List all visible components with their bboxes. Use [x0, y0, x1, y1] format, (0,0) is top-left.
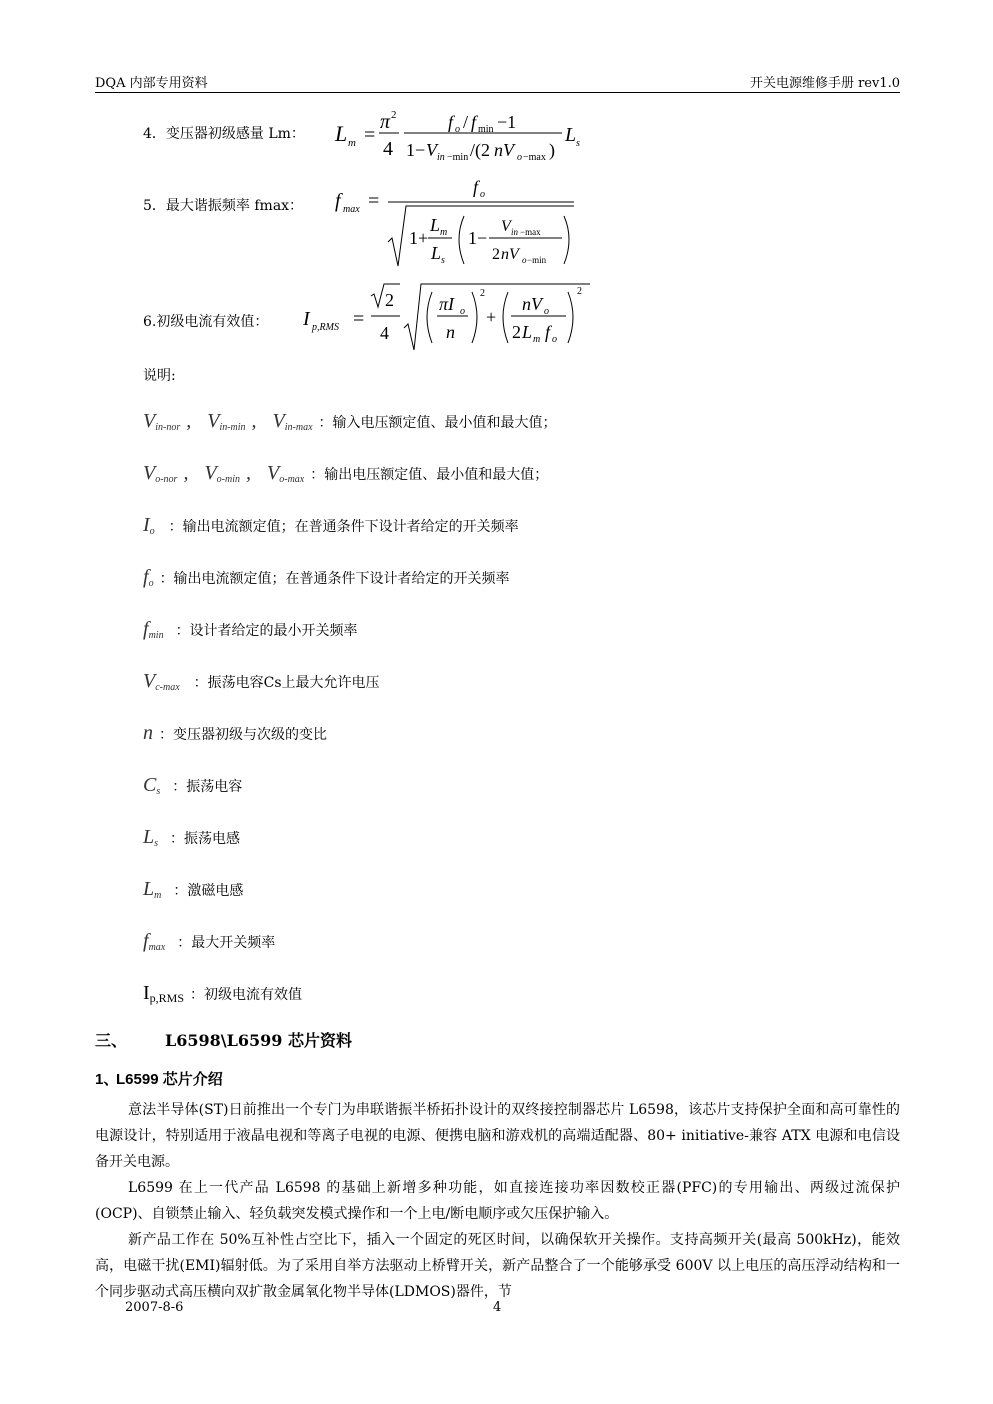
- svg-text:2: 2: [391, 109, 397, 121]
- svg-text:L: L: [565, 124, 577, 146]
- subsection-number: 1、: [95, 1071, 119, 1088]
- svg-text:in: in: [511, 227, 519, 237]
- svg-text:1−: 1−: [468, 228, 488, 248]
- formula-6-iprms: [300, 280, 600, 355]
- svg-text:nV: nV: [501, 246, 519, 263]
- svg-text:s: s: [576, 138, 580, 149]
- svg-text:L: L: [430, 215, 441, 235]
- symbol-vo-min: $V_{o-min}$: [204, 462, 241, 485]
- definition-cs: [143, 774, 242, 797]
- svg-text:o: o: [544, 306, 549, 317]
- definition-desc: ：设计者给定的最小开关频率: [175, 623, 358, 639]
- svg-text:πI: πI: [439, 294, 455, 314]
- symbol-vo-max: $V_{o-max}$: [267, 462, 305, 485]
- symbol-vo-nor: $V_{o-nor}$: [143, 462, 178, 485]
- formula-5-lhs: f: [335, 190, 341, 212]
- svg-text:2: 2: [492, 246, 500, 263]
- svg-text:f: f: [545, 322, 551, 342]
- definition-ls: [143, 826, 240, 849]
- svg-text:n: n: [446, 322, 455, 342]
- formula-4-lhs: L: [335, 121, 348, 146]
- definition-iprms: [143, 982, 302, 1006]
- symbol-io: $I_o$: [143, 514, 155, 537]
- svg-text:f: f: [473, 178, 479, 197]
- definition-vo: $V_{o-nor}$ , $V_{o-min}$ , $V_{o-max}$ ：输出电压额定值、最小值和最大值；: [143, 462, 549, 485]
- section-title: L6598\L6599 芯片资料: [165, 1031, 352, 1050]
- definition-vin: $V_{in-nor}$ , $V_{in-min}$ , $V_{in-max}$ ：输入电压额定值、最小值和最大值；: [143, 410, 557, 433]
- svg-text:L: L: [431, 243, 442, 263]
- definition-desc: ：输出电流额定值；在普通条件下设计者给定的开关频率: [168, 519, 519, 535]
- svg-text:m: m: [440, 227, 448, 238]
- svg-text:o: o: [522, 255, 527, 265]
- paragraph: 新产品工作在 50%互补性占空比下，插入一个固定的死区时间，以确保软开关操作。支持高频开关(最高 500kHz)，能效高，电磁干扰(EMI)辐射低。为了采用自举方法驱动上桥臂开关，新产品整合了一个能够承受 600V 以上电压的高压浮动结构和一个同步驱动式高压横向双扩散金属氧化物半导体(LDMOS)器件，节: [95, 1232, 900, 1300]
- formula-4-lm: [330, 100, 580, 170]
- definition-desc: ：输出电流额定值；在普通条件下设计者给定的开关频率: [159, 571, 510, 587]
- svg-text:L: L: [522, 322, 533, 342]
- definition-desc: ：变压器初级与次级的变比: [159, 727, 327, 743]
- definition-io: [143, 514, 519, 537]
- svg-text:=: =: [368, 190, 380, 212]
- svg-text:o: o: [552, 334, 557, 345]
- symbol-vcmax: $V_{c-max}$: [143, 670, 180, 693]
- symbol-vin-max: $V_{in-max}$: [272, 410, 313, 433]
- definition-desc: ：最大开关频率: [177, 935, 276, 951]
- formula-6-lhs: I: [303, 308, 310, 330]
- svg-text:/(2: /(2: [470, 140, 490, 160]
- svg-text:−min: −min: [447, 152, 469, 163]
- formula-4-lhs-sub: m: [348, 137, 356, 149]
- symbol-n: n: [143, 722, 153, 744]
- svg-text:4: 4: [380, 323, 389, 343]
- body-text: [95, 1097, 900, 1305]
- svg-text:o: o: [455, 124, 460, 135]
- definition-fmax: [143, 930, 275, 953]
- svg-text:−min: −min: [527, 255, 547, 265]
- svg-text:2: 2: [512, 322, 521, 342]
- svg-text:4: 4: [383, 138, 393, 160]
- header-left: DQA 内部专用资料: [95, 76, 208, 91]
- header-divider: [95, 92, 900, 93]
- svg-text:V: V: [501, 218, 511, 235]
- svg-text:2: 2: [577, 286, 582, 297]
- symbol-fmax: $f_{max}$: [143, 930, 166, 953]
- definition-desc: ：振荡电容Cs上最大允许电压: [193, 675, 380, 691]
- definition-desc: ：激磁电感: [173, 883, 244, 899]
- footer-page-number: 4: [493, 1300, 502, 1315]
- definition-desc: ：振荡电容: [172, 779, 243, 795]
- svg-text:1−: 1−: [406, 140, 426, 160]
- svg-text:/: /: [463, 112, 469, 132]
- svg-text:f: f: [448, 112, 454, 132]
- definition-desc: ：输出电压额定值、最小值和最大值；: [310, 467, 549, 483]
- definition-fo: [143, 566, 510, 589]
- svg-text:2: 2: [480, 288, 485, 299]
- definition-fmin: [143, 618, 358, 641]
- symbol-fo: $f_o$: [143, 566, 154, 589]
- formula-6-lhs-sub: p,RMS: [312, 322, 339, 333]
- formula-5-fmax: [330, 178, 590, 273]
- svg-text:o: o: [480, 189, 485, 200]
- svg-text:nV: nV: [522, 294, 542, 314]
- svg-text:V: V: [426, 140, 437, 160]
- svg-text:=: =: [353, 308, 365, 330]
- svg-text:s: s: [441, 255, 445, 266]
- symbol-iprms: $I_{p,RMS}$: [143, 982, 185, 1005]
- formula-5-lhs-sub: max: [343, 204, 360, 215]
- symbol-vin-min: $V_{in-min}$: [207, 410, 246, 433]
- symbol-fmin: $f_{min}$: [143, 618, 164, 641]
- explain-label: 说明:: [143, 368, 176, 384]
- svg-text:min: min: [478, 124, 494, 135]
- svg-text:o: o: [517, 152, 522, 163]
- svg-text:−max: −max: [523, 152, 546, 163]
- formula-5-label: 5．最大谐振频率 fmax：: [143, 198, 304, 214]
- symbol-vin-nor: $V_{in-nor}$: [143, 410, 181, 433]
- footer-date: 2007-8-6: [125, 1300, 184, 1315]
- definition-lm: [143, 878, 243, 901]
- svg-text:−max: −max: [520, 227, 541, 237]
- svg-text:nV: nV: [494, 140, 514, 160]
- subsection-title: L6599 芯片介绍: [116, 1071, 223, 1088]
- header-right: 开关电源维修手册 rev1.0: [749, 76, 900, 91]
- svg-text:−1: −1: [497, 112, 517, 132]
- symbol-cs: $C_s$: [143, 774, 161, 797]
- svg-text:=: =: [364, 124, 376, 146]
- svg-text:m: m: [533, 334, 541, 345]
- svg-text:in: in: [437, 152, 445, 163]
- definition-desc: ：输入电压额定值、最小值和最大值；: [318, 415, 557, 431]
- svg-text:f: f: [471, 112, 477, 132]
- definition-desc: ：振荡电感: [170, 831, 241, 847]
- formula-6-label: 6.初级电流有效值：: [143, 314, 269, 330]
- paragraph: 意法半导体(ST)日前推出一个专门为串联谐振半桥拓扑设计的双终接控制器芯片 L6598，该芯片支持保护全面和高可靠性的电源设计，特别适用于液晶电视和等离子电视的电源、便携电脑和游戏机的高端适配器、80+ initiative-兼容 ATX 电源和电信设备开关电源。: [95, 1102, 900, 1170]
- svg-text:1+: 1+: [409, 228, 429, 248]
- definition-desc: ：初级电流有效值: [190, 987, 303, 1003]
- svg-text:o: o: [460, 306, 465, 317]
- paragraph: L6599 在上一代产品 L6598 的基础上新增多种功能，如直接连接功率因数校正器(PFC)的专用输出、两级过流保护(OCP)、自锁禁止输入、轻负载突发模式操作和一个上电/断电顺序或欠压保护输入。: [95, 1180, 900, 1222]
- definition-vcmax: [143, 670, 380, 693]
- formula-4-label: 4．变压器初级感量 Lm：: [143, 126, 305, 142]
- svg-text:): ): [549, 140, 555, 160]
- svg-text:+: +: [486, 307, 497, 327]
- section-number: 三、: [95, 1031, 128, 1050]
- symbol-ls: $L_s$: [143, 826, 159, 849]
- definition-n: [143, 722, 327, 745]
- svg-text:2: 2: [385, 290, 394, 310]
- svg-text:π: π: [380, 111, 391, 133]
- symbol-lm: $L_m$: [143, 878, 162, 901]
